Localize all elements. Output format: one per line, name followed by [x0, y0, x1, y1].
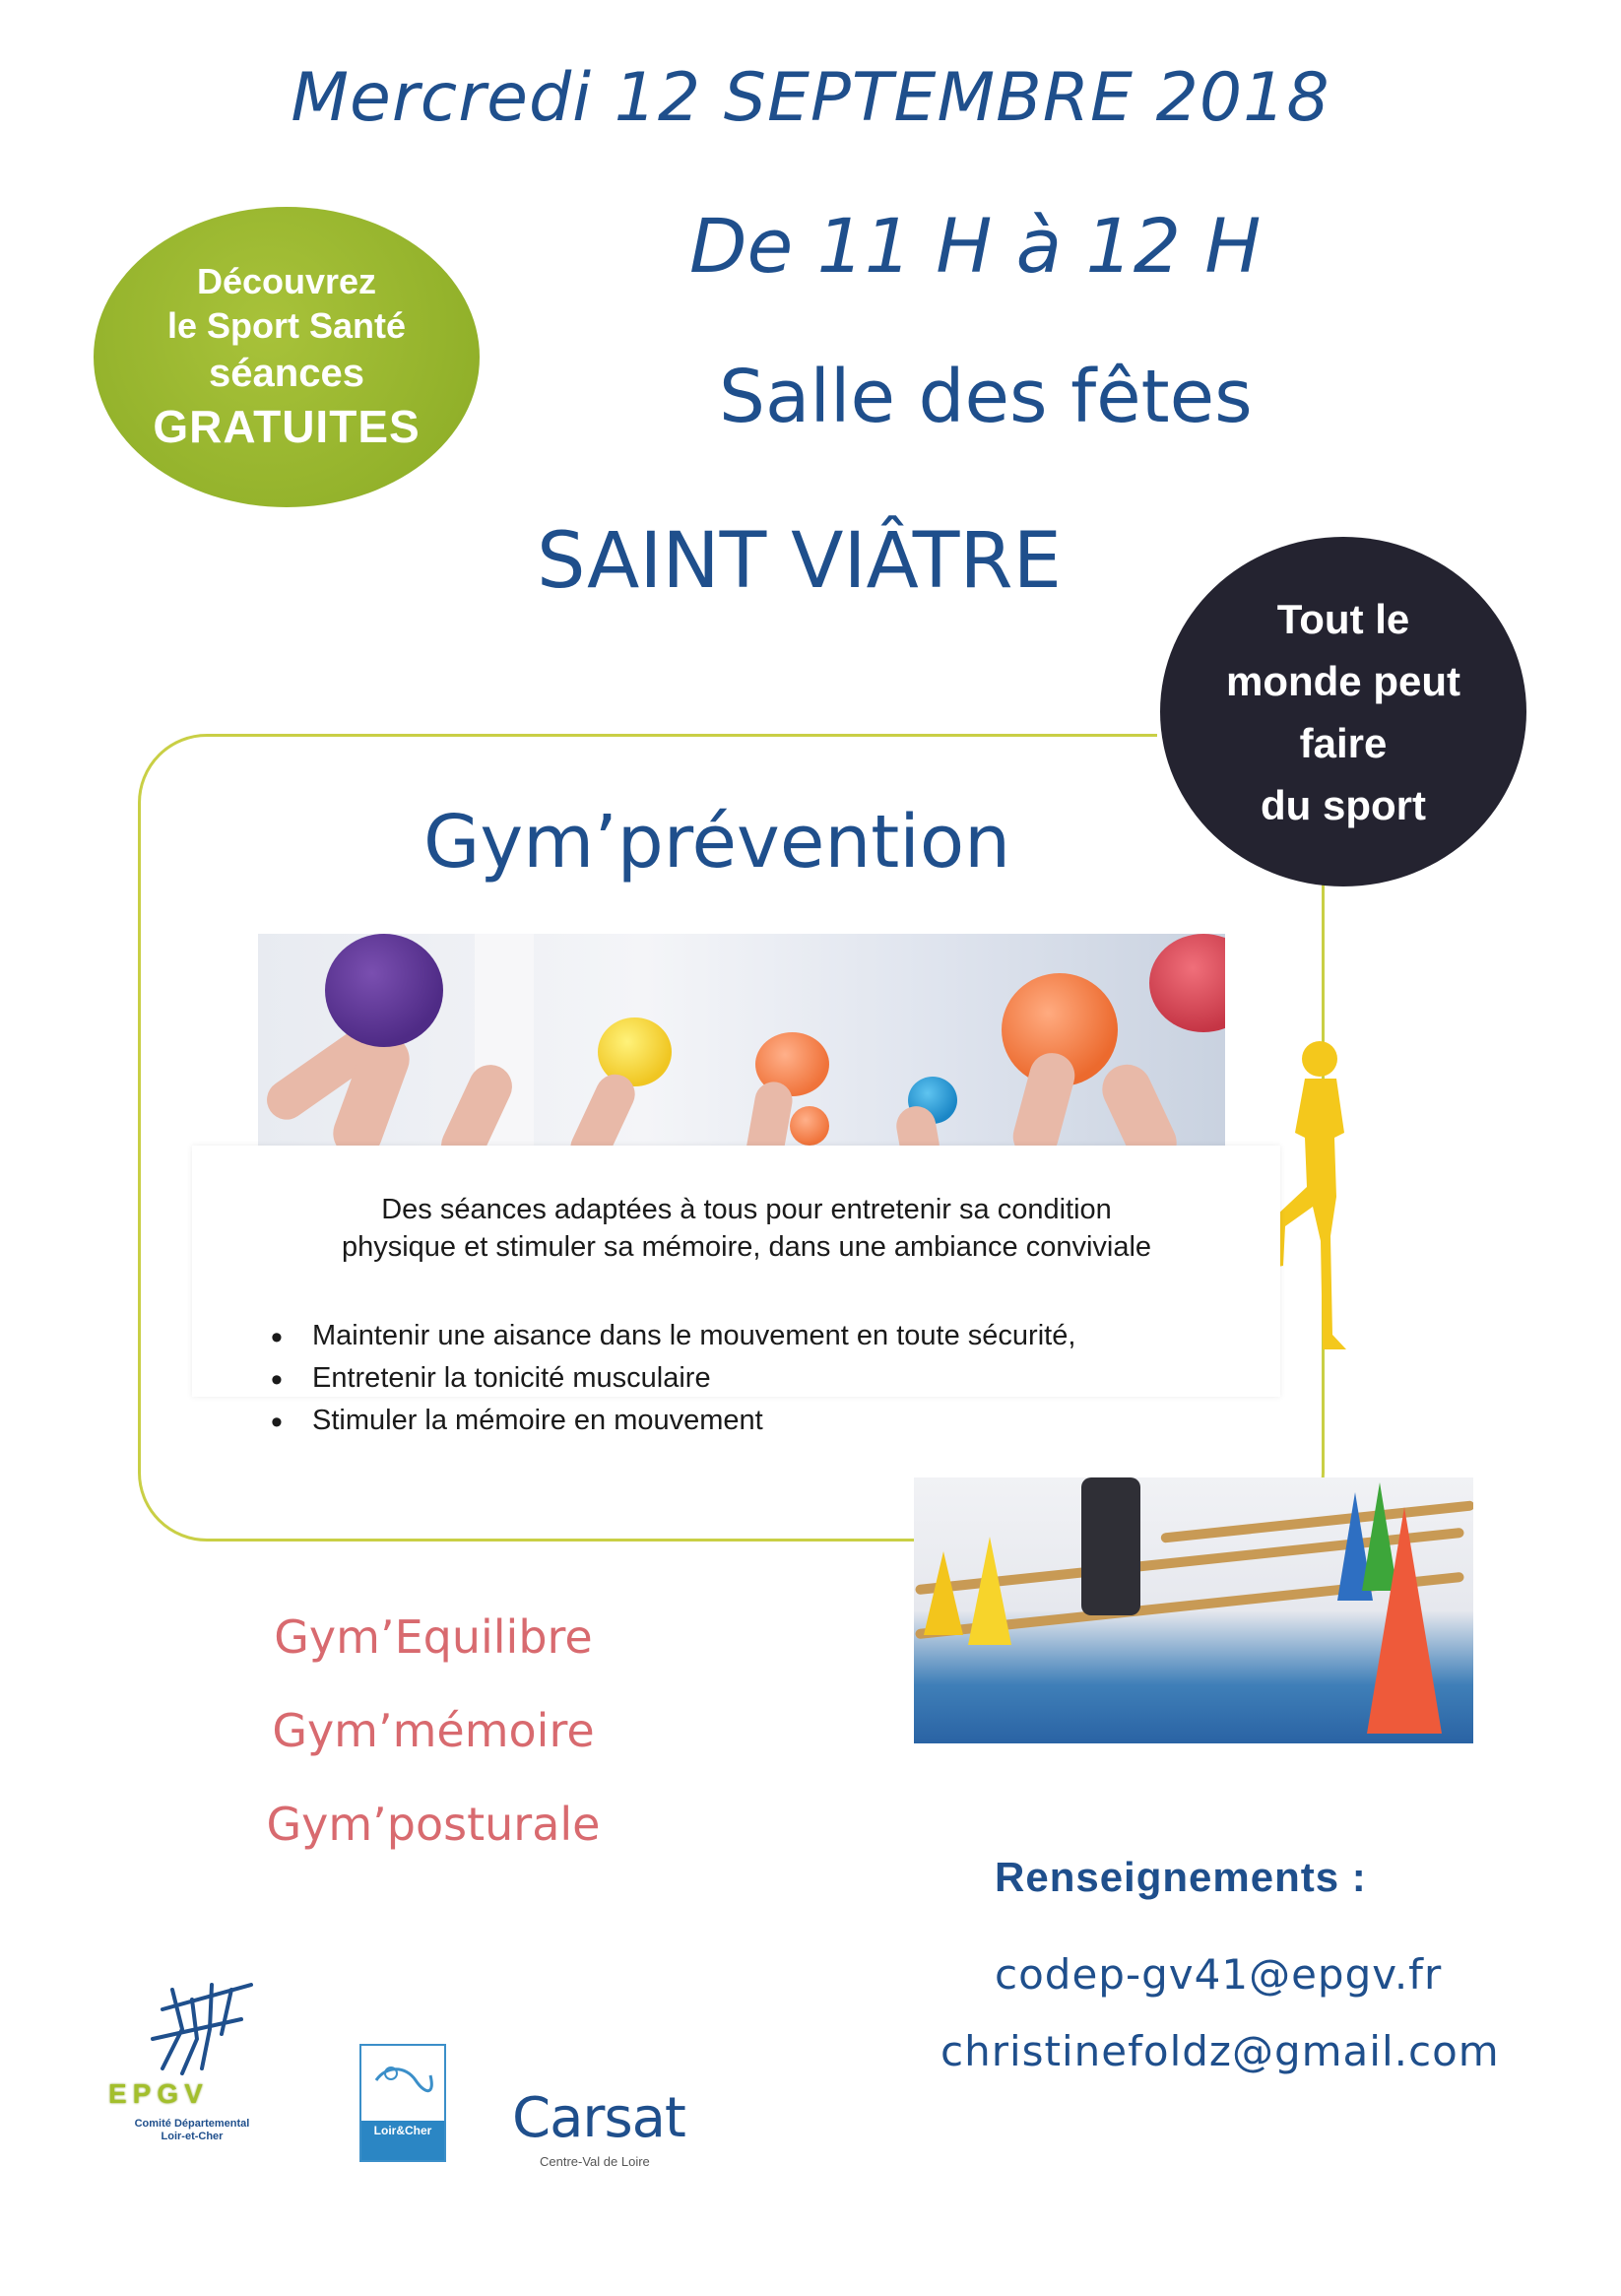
standing-figure-icon [1265, 1039, 1374, 1354]
loir-et-cher-river-icon [361, 2046, 444, 2115]
balls-exercise-photo [258, 934, 1225, 1146]
epgv-subtitle [108, 2118, 276, 2142]
contact-email-2[interactable]: christinefoldz@gmail.com [940, 2027, 1500, 2075]
promo-line-4: GRATUITES [153, 400, 421, 452]
loir-et-cher-label: Loir&Cher [361, 2121, 444, 2160]
list-item: • Stimuler la mémoire en mouvement [271, 1400, 1075, 1442]
slogan-line-2: monde peut [1226, 657, 1460, 704]
benefits-list [271, 1315, 1075, 1442]
event-town: SAINT VIÂTRE [537, 517, 1062, 606]
slogan-line-4: du sport [1261, 781, 1426, 828]
event-time: De 11 H à 12 H [689, 202, 1262, 290]
event-venue: Salle des fêtes [719, 355, 1253, 439]
activity-posturale: Gym’posturale [266, 1798, 601, 1851]
list-item: • Maintenir une aisance dans le mouvement en toute sécurité, [271, 1315, 1075, 1357]
promo-line-3: séances [209, 351, 364, 395]
contact-title: Renseignements : [995, 1854, 1367, 1900]
epgv-subtitle-line-1: Comité Départemental [134, 2118, 250, 2130]
slogan-line-3: faire [1299, 719, 1388, 766]
promo-line-1: Découvrez [196, 260, 377, 301]
loir-et-cher-logo [359, 2044, 446, 2162]
program-title: Gym’prévention [423, 800, 1011, 885]
slogan-badge [1160, 537, 1526, 886]
cones-exercise-photo [914, 1477, 1473, 1743]
description-line-1: Des séances adaptées à tous pour entretenir sa condition [381, 1194, 1112, 1225]
contact-email-1[interactable]: codep-gv41@epgv.fr [995, 1950, 1443, 1999]
free-sessions-badge [94, 207, 480, 507]
activity-equilibre: Gym’Equilibre [274, 1610, 593, 1664]
carsat-region: Centre-Val de Loire [540, 2154, 650, 2169]
event-date: Mercredi 12 SEPTEMBRE 2018 [291, 59, 1330, 137]
promo-line-2: le Sport Santé [166, 304, 407, 346]
slogan-line-1: Tout le [1276, 595, 1410, 642]
epgv-subtitle-line-2: Loir-et-Cher [161, 2130, 224, 2142]
program-description [215, 1192, 1278, 1266]
list-item: • Entretenir la tonicité musculaire [271, 1357, 1075, 1400]
activity-memoire: Gym’mémoire [272, 1704, 595, 1757]
epgv-wordmark: EPGV [108, 2078, 209, 2109]
description-line-2: physique et stimuler sa mémoire, dans une ambiance conviviale [341, 1230, 1152, 1263]
carsat-logo: Carsat [512, 2086, 685, 2150]
